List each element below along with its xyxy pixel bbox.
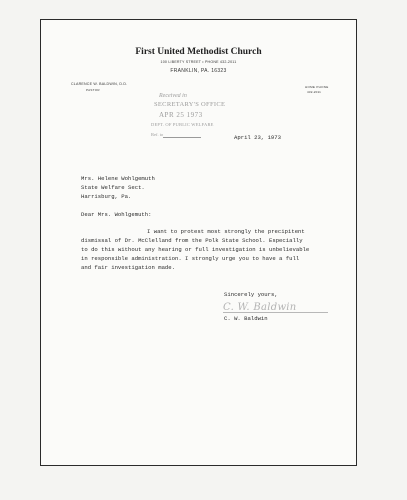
handwritten-signature: C. W. Baldwin: [223, 302, 297, 313]
received-stamp-dept: DEPT. OF PUBLIC WELFARE: [151, 122, 214, 127]
letter-date: April 23, 1973: [234, 134, 281, 141]
stamp-refer-line: [163, 137, 201, 138]
home-phone-number: 432-2011: [307, 90, 322, 94]
typed-signer-name: C. W. Baldwin: [224, 315, 268, 322]
received-stamp-text: Received in: [159, 93, 187, 99]
body-line: dismissal of Dr. McClelland from the Polk State School. Especially: [81, 237, 303, 244]
pastor-name: CLARENCE W. BALDWIN, D.D.: [71, 82, 128, 86]
salutation: Dear Mrs. Wohlgemuth:: [81, 211, 152, 218]
church-address: 100 LIBERTY STREET • PHONE 432-2011: [160, 60, 237, 64]
home-phone-label: HOME PHONE: [305, 85, 329, 89]
received-stamp-date: APR 25 1973: [159, 111, 203, 119]
body-line: I want to protest most strongly the precipitent: [147, 228, 305, 235]
letter-page: [40, 19, 357, 466]
church-name: First United Methodist Church: [135, 47, 262, 57]
recipient-line: Harrisburg, Pa.: [81, 193, 132, 200]
church-city: FRANKLIN, PA. 16323: [170, 68, 227, 74]
body-line: to do this without any hearing or full investigation is unbelievable: [81, 246, 310, 253]
closing: Sincerely yours,: [224, 291, 278, 298]
body-line: and fair investigation made.: [81, 264, 175, 271]
recipient-line: State Welfare Sect.: [81, 184, 145, 191]
body-line: in responsible administration. I strongly urge you to have a full: [81, 255, 300, 262]
pastor-title: PASTOR: [86, 88, 100, 92]
recipient-line: Mrs. Helene Wohlgemuth: [81, 175, 155, 182]
signature-line: [223, 312, 328, 313]
received-stamp-refer: Ref. to: [151, 132, 164, 137]
received-stamp-office: SECRETARY'S OFFICE: [154, 101, 226, 108]
